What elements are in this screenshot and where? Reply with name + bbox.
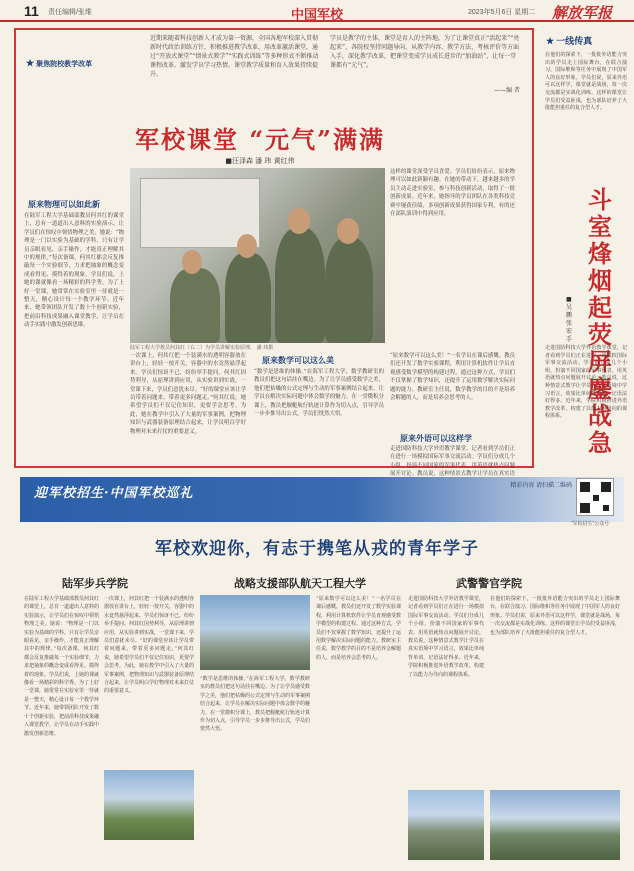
intro-left: 近期来随着科技创新人才成为第一资源，全国各地军校深入贯彻新时代政治训练方针，积极推进教学改革，用改革激活课堂，通过“开放式课堂”“情景式教学”“实践式训练”等多种形式不断推动课程改革，激发学员学习热情，课堂教学质量和育人效果持续提升。 [150, 35, 319, 78]
sidebar-column-bottom: 走进国防科技大学外语教学课堂，记者看到学员们正在进行一场模拟国际军事交流活动。学员们分成几个小组，扮演不同国家的军事代表，用英语就热点问题展开讨论。教员说，这种情景式教学让学员在真实语境中学习语言，效果比单纯背单词、记语法好得多。近年来，学院积极推进外语教学改革，构建了以能力为导向的课程体系。 [545, 345, 627, 420]
banner-promo-text: 精彩内容 请扫描二维码 [510, 483, 572, 489]
page-number: 11 [24, 3, 39, 19]
issue-date: 2023年5月6日 星期二 [468, 9, 536, 16]
article-column-2: 一次课上，何其红把一个装满水的透明容器放在讲台上，轻轻一按开关，容器中的水竟然悬浮起来。学员们惊讶不已，纷纷举手提问。何其红因势利导，从原理讲到应用，从实验讲到实战，一堂课下来，学员们意犹未尽。“好的课堂应该让学员带着问题来，带着更多问题走。”何其红说，她希望学员们不仅记住知识，更要学会思考。为此，她在教学中引入了大量的军事案例，把物理知识与武器装备原理结合起来，让学员明白学好物理对未来打仗的重要意义。 [130, 353, 246, 435]
newspaper-logo: 解放军报 [552, 4, 613, 22]
sidebar-headline: 斗室烽烟起 荧屏鏖战急 [588, 185, 612, 457]
school-3-photo [408, 790, 484, 860]
article-column-3: 这样的课堂深受学员喜爱。学员们纷纷表示，原来物理可以如此新颖有趣。在她的带动下，越来越多的学员主动走进实验室，参与科技创新活动，取得了一批创新成果。近年来，她指导的学员团队在各类科技竞赛中屡获佳绩，多项创新成果获得国家专利，有的还在部队演训中得到应用。 [390, 169, 515, 218]
soldier-figure [170, 268, 220, 343]
feature-byline: ■汪泽森 潘 玮 黄红伟 [225, 157, 295, 165]
feature-tag: ★ 聚焦院校教学改革 [26, 58, 93, 68]
school-3-text-b: 在他们的探索下，一批批外语能力突出的学员走上国际舞台，在联合演习、国际维和等任务中展现了中国军人的良好形象。学员们说，原来外语可以这样学，课堂就是战场，每一次交流都是实战化训练。这样的课堂让学员们受益匪浅，也为部队培养了大批能担重任的复合型人才。 [490, 596, 621, 636]
article-column-4: “数学是思维的体操。”在海军工程大学，数学教研室的教员们把这句话挂在嘴边。为了让学员感受数学之美，他们把枯燥的公式定理与生动的军事案例结合起来，让学员在解决实际问题中体会数学的魅力。在一堂微积分课上，教员把舰艇航行轨迹计算作为切入点，引导学员一步步推导出公式，学员们恍然大悟。 [254, 369, 384, 418]
intro-author: ——编 者 [494, 87, 520, 94]
soldier-head [182, 250, 202, 274]
sidebar-author: ■吴鹏 张宏手 [566, 296, 573, 343]
soldier-figure [325, 238, 373, 343]
article-column-1: 在陆军工程大学基础部教员何其红的课堂上，总有一道道出人意料的实验演示，让学员们在惊叹中领悟物理之美。她说：“物理是一门以实验为基础的学科，只有让学员亲眼看见、亲手操作，才能真正理解其中的规律。”每次备课，何其红都会反复推敲每一个实验细节，力求把抽象的概念变成看得见、摸得着的现象。学员们说，上她的课就像看一场精彩的科学秀。为了上好一堂课，她常常在实验室里一待就是一整天，精心设计每一个教学环节。近年来，她带领团队开发了数十个创新实验，把前沿科技成果融入课堂教学，让学员在动手实践中激发创新思维。 [24, 213, 124, 329]
intro-right: 学员是教学的主体，课堂是育人的主阵地。为了让课堂真正“活起来”“亮起来”，各院校坚持问题导向，从教学内容、教学方法、考核评价等方面入手，深化教学改革，把课堂变成学员成长进步的“加油站”，让每一堂课都有“元气”。 [330, 35, 520, 69]
soldier-head [237, 234, 257, 258]
section-title: 中国军校 [290, 8, 343, 23]
section2-heading: 原来数学可以这么美 [262, 355, 334, 365]
article-column-5: “原来数学可以这么美！”一名学员在课后感慨。教员们还开发了数学实验课程，利用计算机软件让学员直观感受数学模型的构建过程。通过这种方式，学员们不仅掌握了数学知识，还提升了运用数学解决实际问题的能力。教研室主任说，数学教学的目的不是培养会解题的人，而是培养会思考的人。 [390, 353, 515, 402]
soldier-head [288, 208, 310, 234]
sidebar-column-top: 在他们的探索下，一批批外语能力突出的学员走上国际舞台，在联合演习、国际维和等任务中展现了中国军人的良好形象。学员们说，原来外语可以这样学，课堂就是战场，每一次交流都是实战化训练。这样的课堂让学员们受益匪浅，也为部队培养了大批能担重任的复合型人才。 [545, 52, 627, 112]
school-3-text-a: 走进国防科技大学外语教学课堂，记者看到学员们正在进行一场模拟国际军事交流活动。学员们分成几个小组，扮演不同国家的军事代表，用英语就热点问题展开讨论。教员说，这种情景式教学让学员在真实语境中学习语言，效果比单纯背单词、记语法好得多。近年来，学院积极推进外语教学改革，构建了以能力为导向的课程体系。 [408, 596, 484, 678]
school-name-1: 陆军步兵学院 [62, 577, 128, 590]
school-name-2: 战略支援部队航天工程大学 [234, 577, 366, 590]
section3-heading: 原来外语可以这样学 [400, 433, 472, 443]
page-header [0, 0, 634, 22]
qr-label: “军校招生”公众号 [570, 521, 610, 527]
banner-title: 迎军校招生·中国军校巡礼 [34, 486, 194, 501]
school-1-text-a: 在陆军工程大学基础部教员何其红的课堂上，总有一道道出人意料的实验演示，让学员们在惊叹中领悟物理之美。她说：“物理是一门以实验为基础的学科，只有让学员亲眼看见、亲手操作，才能真正理解其中的规律。”每次备课，何其红都会反复推敲每一个实验细节，力求把抽象的概念变成看得见、摸得着的现象。学员们说，上她的课就像看一场精彩的科学秀。为了上好一堂课，她常常在实验室里一待就是一整天，精心设计每一个教学环节。近年来，她带领团队开发了数十个创新实验，把前沿科技成果融入课堂教学，让学员在动手实践中激发创新思维。 [24, 596, 100, 737]
classroom-photo [130, 168, 385, 343]
school-name-3: 武警警官学院 [456, 577, 522, 590]
soldier-head [337, 218, 359, 244]
school-3-photo-2 [490, 790, 620, 860]
school-1-text-b: 一次课上，何其红把一个装满水的透明容器放在讲台上，轻轻一按开关，容器中的水竟然悬浮起来。学员们惊讶不已，纷纷举手提问。何其红因势利导，从原理讲到应用，从实验讲到实战，一堂课下来，学员们意犹未尽。“好的课堂应该让学员带着问题来，带着更多问题走。”何其红说，她希望学员们不仅记住知识，更要学会思考。为此，她在教学中引入了大量的军事案例，把物理知识与武器装备原理结合起来，让学员明白学好物理对未来打仗的重要意义。 [104, 596, 195, 695]
soldier-figure [275, 228, 325, 343]
star-icon: ★ [546, 37, 555, 47]
feature-headline: 军校课堂 “元气”满满 [135, 125, 385, 154]
school-2-text-a: “数学是思维的体操。”在海军工程大学，数学教研室的教员们把这句话挂在嘴边。为了让学员感受数学之美，他们把枯燥的公式定理与生动的军事案例结合起来，让学员在解决实际问题中体会数学的魅力。在一堂微积分课上，教员把舰艇航行轨迹计算作为切入点，引导学员一步步推导出公式，学员们恍然大悟。 [200, 676, 311, 733]
welcome-headline: 军校欢迎你，有志于携笔从戎的青年学子 [155, 539, 479, 559]
school-2-photo [200, 595, 310, 670]
article-column-6: 走进国防科技大学外语教学课堂，记者看到学员们正在进行一场模拟国际军事交流活动。学员们分成几个小组，扮演不同国家的军事代表，用英语就热点问题展开讨论。教员说，这种情景式教学让学员在真实语 [390, 446, 515, 478]
star-icon: ★ [26, 58, 35, 68]
editor-credit: 责任编辑/张维 [48, 9, 92, 16]
school-2-text-b: “原来数学可以这么美！”一名学员在课后感慨。教员们还开发了数学实验课程，利用计算机软件让学员直观感受数学模型的构建过程。通过这种方式，学员们不仅掌握了数学知识，还提升了运用数学解决实际问题的能力。教研室主任说，数学教学的目的不是培养会解题的人，而是培养会思考的人。 [316, 596, 402, 661]
section1-heading: 原来物理可以如此新 [28, 199, 100, 209]
sidebar-section-title: ★ 一线传真 [546, 37, 593, 47]
school-1-photo [104, 770, 194, 840]
soldier-figure [225, 253, 271, 343]
photo-caption: 陆军工程大学教员何其红（右二）为学员讲解实验原理。 潘 玮摄 [130, 345, 274, 351]
qr-code-icon[interactable] [576, 478, 614, 516]
